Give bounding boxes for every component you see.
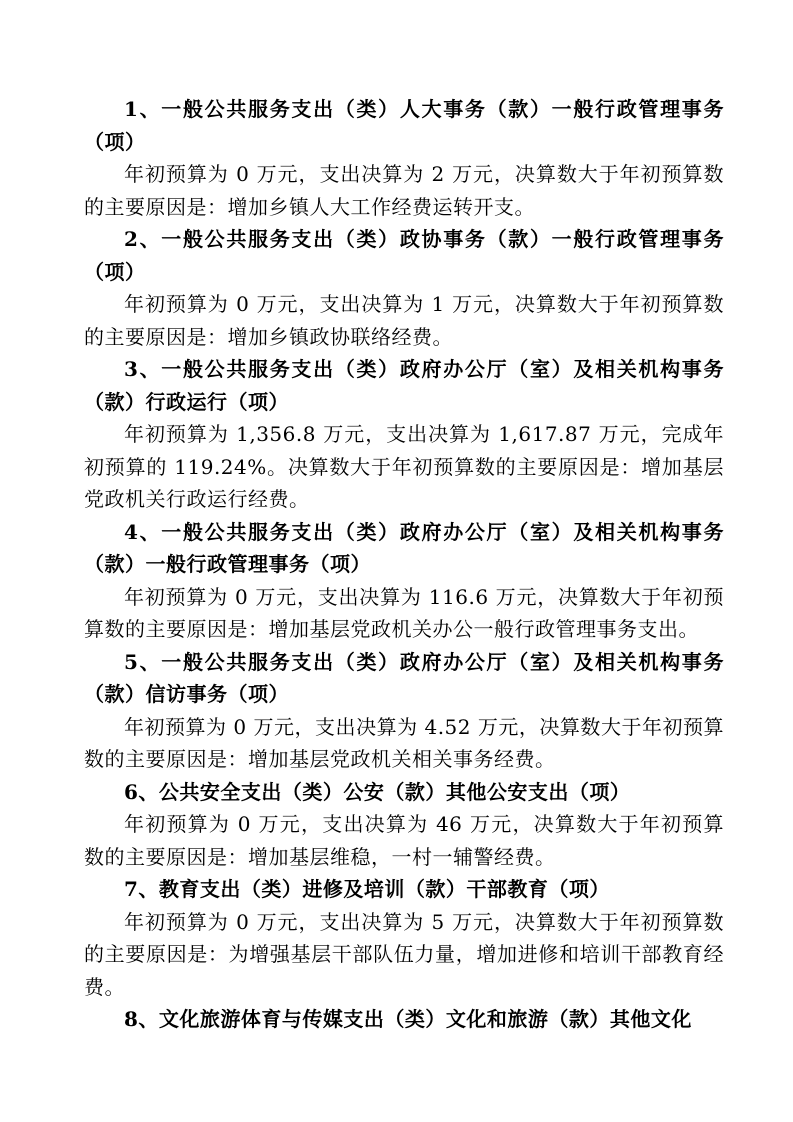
document-content [84,93,724,1036]
section-5-heading: 5、一般公共服务支出（类）政府办公厅（室）及相关机构事务（款）信访事务（项） [84,649,724,706]
section-3-heading: 3、一般公共服务支出（类）政府办公厅（室）及相关机构事务（款）行政运行（项） [84,357,724,414]
section-4-body: 年初预算为 0 万元，支出决算为 116.6 万元，决算数大于年初预算数的主要原因是：增加基层党政机关办公一般行政管理事务支出。 [84,584,724,641]
section-6-heading: 6、公共安全支出（类）公安（款）其他公安支出（项） [124,779,631,804]
section-2-heading: 2、一般公共服务支出（类）政协事务（款）一般行政管理事务（项） [84,227,724,284]
section-1-body: 年初预算为 0 万元，支出决算为 2 万元，决算数大于年初预算数的主要原因是：增加乡镇人大工作经费运转开支。 [84,162,724,219]
section-7-body: 年初预算为 0 万元，支出决算为 5 万元，决算数大于年初预算数的主要原因是：为增强基层干部队伍力量，增加进修和培训干部教育经费。 [84,909,724,999]
section-2-body: 年初预算为 0 万元，支出决算为 1 万元，决算数大于年初预算数的主要原因是：增加乡镇政协联络经费。 [84,292,724,349]
section-3-body: 年初预算为 1,356.8 万元，支出决算为 1,617.87 万元，完成年初预算的 119.24%。决算数大于年初预算数的主要原因是：增加基层党政机关行政运行经费。 [84,422,724,511]
section-7-heading: 7、教育支出（类）进修及培训（款）干部教育（项） [124,877,610,901]
section-4-heading: 4、一般公共服务支出（类）政府办公厅（室）及相关机构事务（款）一般行政管理事务（项） [84,519,724,576]
section-6-body: 年初预算为 0 万元，支出决算为 46 万元，决算数大于年初预算数的主要原因是：增加基层维稳，一村一辅警经费。 [84,812,724,869]
section-1-heading: 1、一般公共服务支出（类）人大事务（款）一般行政管理事务（项） [84,97,724,154]
section-8-heading: 8、文化旅游体育与传媒支出（类）文化和旅游（款）其他文化 [124,1007,692,1031]
section-5-body: 年初预算为 0 万元，支出决算为 4.52 万元，决算数大于年初预算数的主要原因是：增加基层党政机关相关事务经费。 [84,714,724,771]
